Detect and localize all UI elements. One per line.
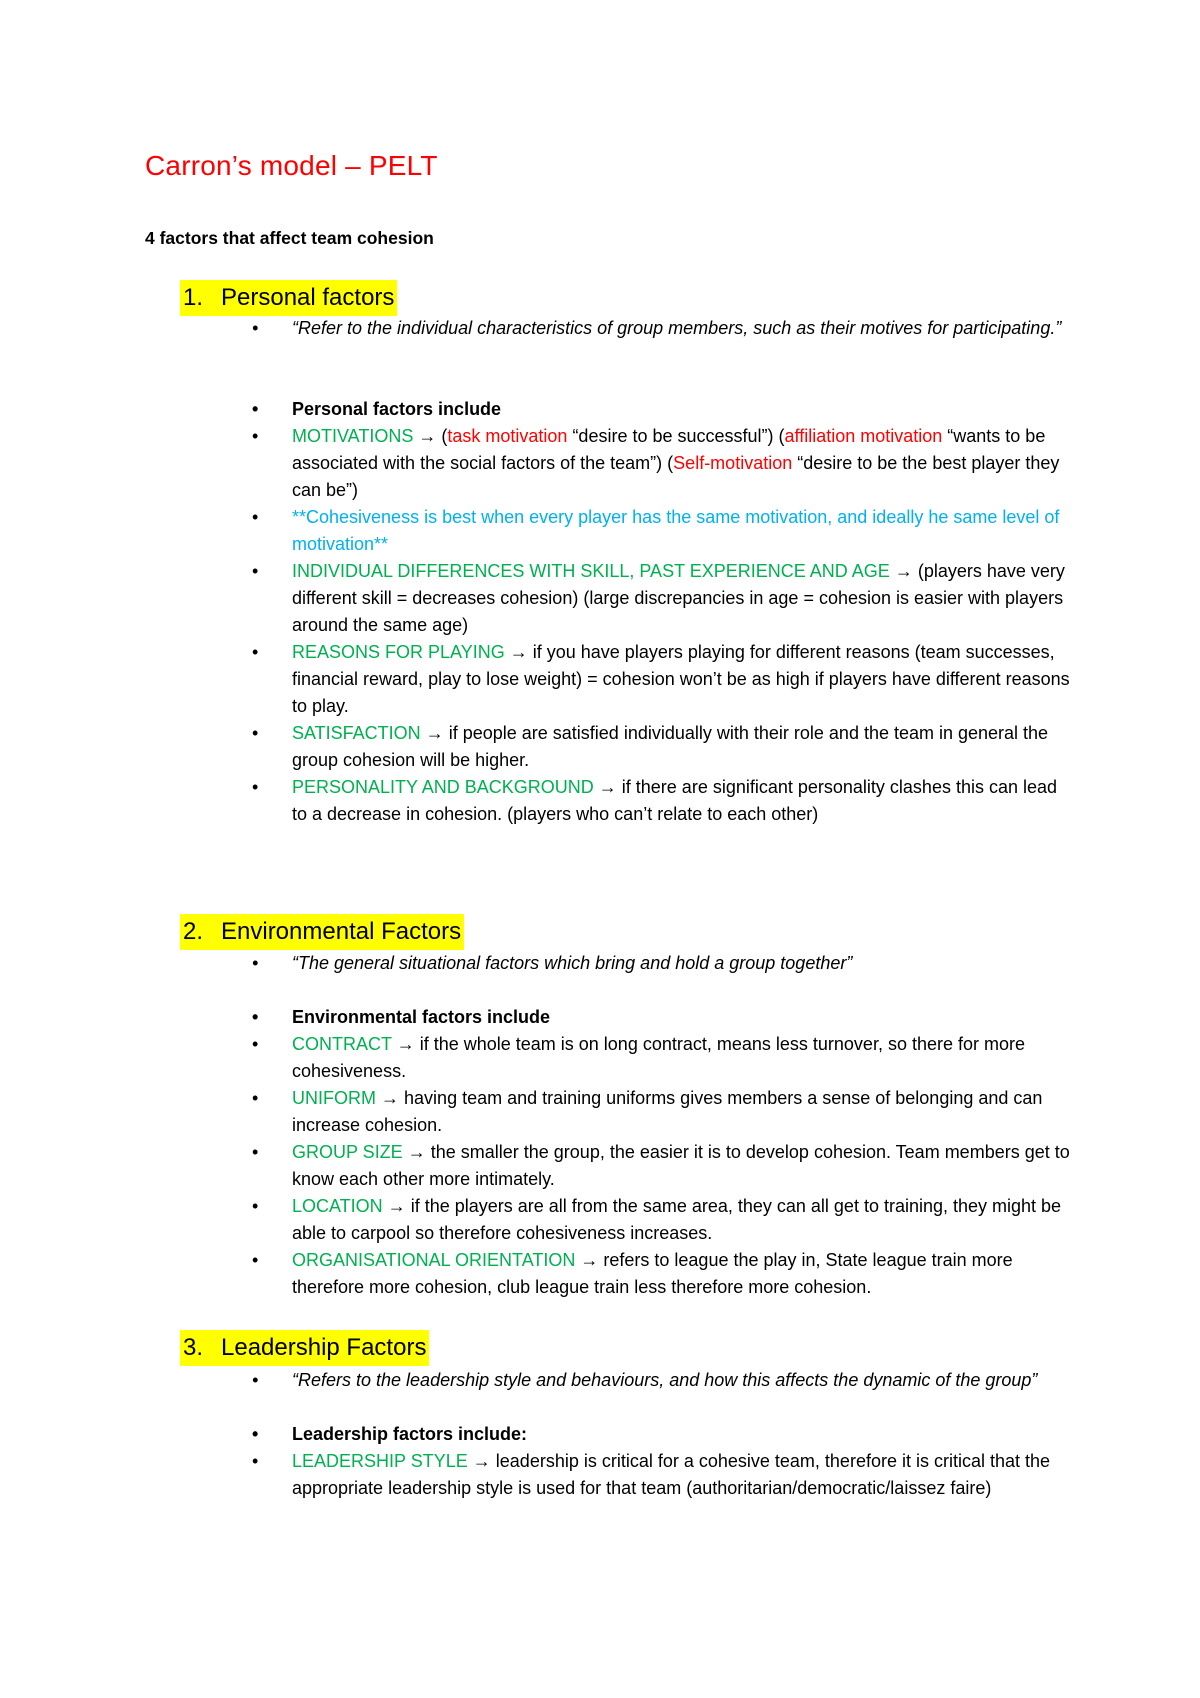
- environmental-contract-item: • CONTRACT → if the whole team is on long contract, means less turnover, so there for more cohesiveness.: [292, 1031, 1072, 1085]
- arrow-icon: →: [425, 723, 444, 743]
- section-heading-personal: 1. Personal factors: [180, 280, 397, 316]
- bullet-icon: •: [252, 642, 259, 662]
- bullet-icon: •: [252, 507, 259, 527]
- subtitle: 4 factors that affect team cohesion: [145, 228, 434, 248]
- leadership-style-item: • LEADERSHIP STYLE → leadership is critical for a cohesive team, therefore it is critical that the appropriate leadership style is used for that team (authoritarian/democratic/laissez faire): [292, 1448, 1072, 1502]
- page-title: Carron’s model – PELT: [145, 150, 438, 181]
- personal-motivations-item: • MOTIVATIONS → (task motivation “desire to be successful”) (affiliation motivation “wants to be associated with the social factors of the team”) (Self-motivation “desire to be the best player they can be”): [292, 423, 1072, 504]
- bullet-icon: •: [252, 399, 259, 419]
- bullet-icon: •: [252, 561, 259, 581]
- bullet-icon: •: [252, 1007, 259, 1027]
- personal-definition: • “Refer to the individual characteristics of group members, such as their motives for participating.”: [292, 315, 1072, 342]
- leadership-include-heading: • Leadership factors include:: [292, 1421, 1072, 1448]
- environmental-uniform-item: • UNIFORM → having team and training uniforms gives members a sense of belonging and can increase cohesion.: [292, 1085, 1072, 1139]
- arrow-icon: →: [396, 1034, 415, 1054]
- arrow-icon: →: [407, 1142, 426, 1162]
- bullet-icon: •: [252, 777, 259, 797]
- arrow-icon: →: [381, 1088, 400, 1108]
- bullet-icon: •: [252, 1196, 259, 1216]
- personal-satisfaction-item: • SATISFACTION → if people are satisfied individually with their role and the team in general the group cohesion will be higher.: [292, 720, 1072, 774]
- cohesiveness-note: • **Cohesiveness is best when every player has the same motivation, and ideally he same level of motivation**: [292, 504, 1072, 558]
- arrow-icon: →: [387, 1196, 406, 1216]
- bullet-icon: •: [252, 1088, 259, 1108]
- arrow-icon: →: [509, 642, 528, 662]
- bullet-icon: •: [252, 426, 259, 446]
- bullet-icon: •: [252, 723, 259, 743]
- environmental-definition: • “The general situational factors which bring and hold a group together”: [292, 950, 1072, 977]
- section-heading-leadership: 3. Leadership Factors: [180, 1330, 429, 1366]
- leadership-definition: • “Refers to the leadership style and behaviours, and how this affects the dynamic of the group”: [292, 1367, 1072, 1394]
- personal-personality-item: • PERSONALITY AND BACKGROUND → if there are significant personality clashes this can lead to a decrease in cohesion. (players who can’t relate to each other): [292, 774, 1072, 828]
- arrow-icon: →: [580, 1250, 599, 1270]
- bullet-icon: •: [252, 1424, 259, 1444]
- personal-reasons-item: • REASONS FOR PLAYING → if you have players playing for different reasons (team successes, financial reward, play to lose weight) = cohesion won’t be as high if players have different reasons to play.: [292, 639, 1072, 720]
- bullet-icon: •: [252, 318, 259, 338]
- environmental-organisational-item: • ORGANISATIONAL ORIENTATION → refers to league the play in, State league train more therefore more cohesion, club league train less therefore more cohesion.: [292, 1247, 1072, 1301]
- bullet-icon: •: [252, 1451, 259, 1471]
- bullet-icon: •: [252, 953, 259, 973]
- bullet-icon: •: [252, 1034, 259, 1054]
- personal-individual-item: • INDIVIDUAL DIFFERENCES WITH SKILL, PAST EXPERIENCE AND AGE → (players have very different skill = decreases cohesion) (large discrepancies in age = cohesion is easier with players around the same age): [292, 558, 1072, 639]
- arrow-icon: →: [472, 1451, 491, 1471]
- personal-include-heading: • Personal factors include: [292, 396, 1072, 423]
- arrow-icon: →: [418, 426, 437, 446]
- section-heading-environmental: 2. Environmental Factors: [180, 914, 464, 950]
- environmental-location-item: • LOCATION → if the players are all from the same area, they can all get to training, they might be able to carpool so therefore cohesiveness increases.: [292, 1193, 1072, 1247]
- arrow-icon: →: [598, 777, 617, 797]
- bullet-icon: •: [252, 1370, 259, 1390]
- environmental-include-heading: • Environmental factors include: [292, 1004, 1072, 1031]
- arrow-icon: →: [894, 561, 913, 581]
- bullet-icon: •: [252, 1142, 259, 1162]
- bullet-icon: •: [252, 1250, 259, 1270]
- environmental-group-size-item: • GROUP SIZE → the smaller the group, the easier it is to develop cohesion. Team members get to know each other more intimately.: [292, 1139, 1072, 1193]
